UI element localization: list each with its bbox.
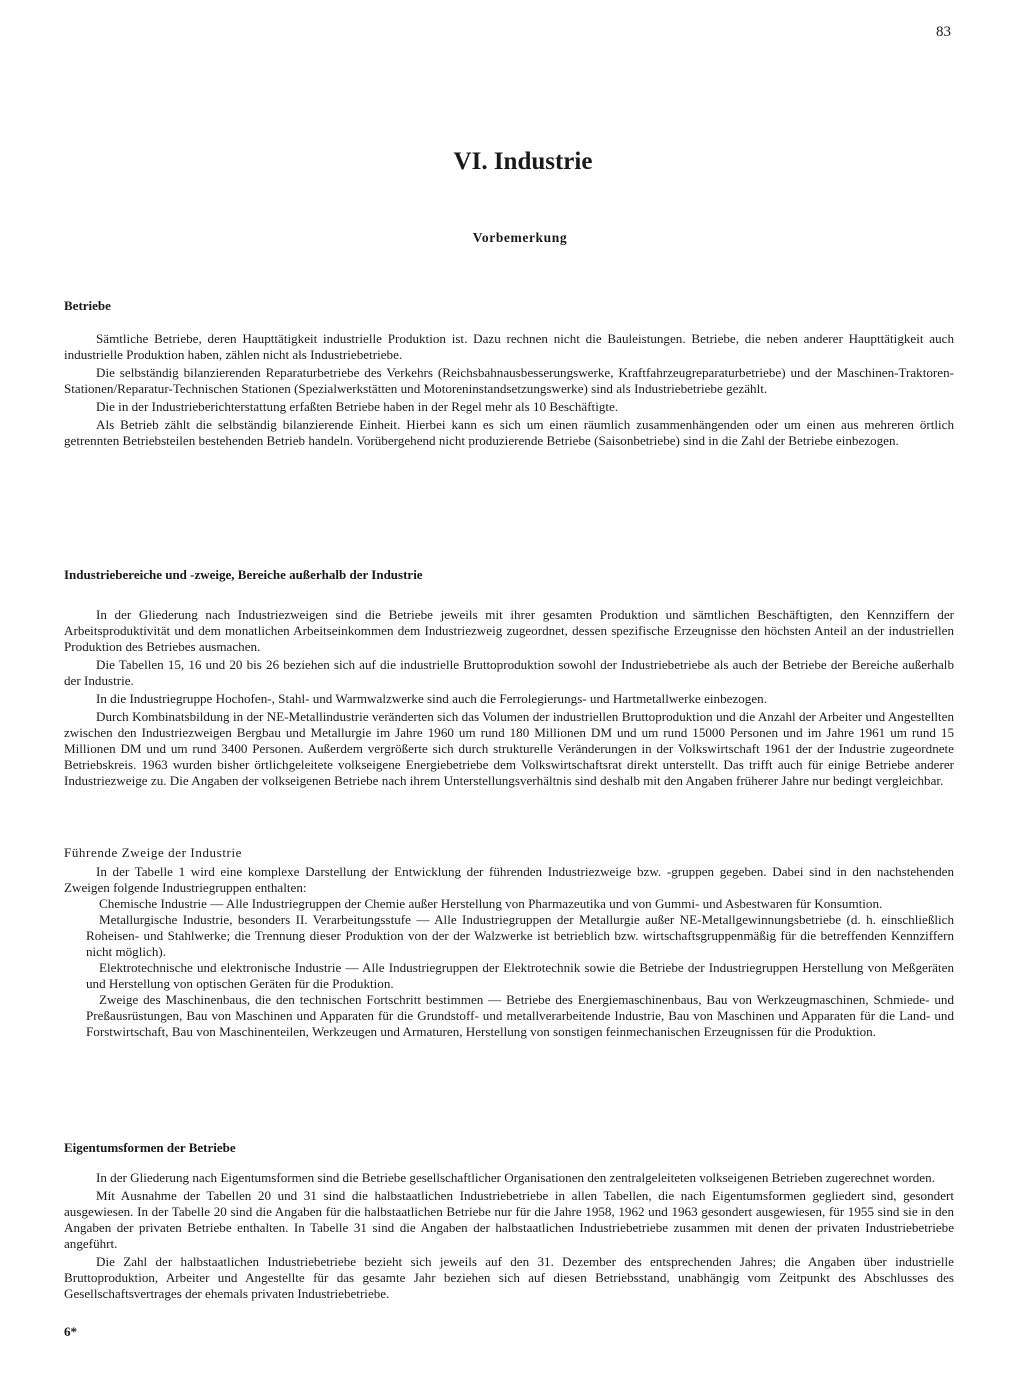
paragraph: Als Betrieb zählt die selbständig bilanzierende Einheit. Hierbei kann es sich um einen räumlich zusammenhängenden oder um einen aus mehreren örtlich getrennten Betriebsteilen bestehenden Betrieb handeln. Vorübergehend nicht produzierende Betriebe (Saisonbetriebe) sind in die Zahl der Betriebe einbezogen. <box>64 417 954 448</box>
list-item: Chemische Industrie — Alle Industriegruppen der Chemie außer Herstellung von Pharmazeutika und von Gummi- und Asbestwaren für Konsumtion. <box>99 896 883 911</box>
paragraph: In der Gliederung nach Industriezweigen sind die Betriebe jeweils mit ihrer gesamten Produktion und sämtlichen Beschäftigten, den Kennziffern der Arbeitsproduktivität und dem monatlichen Arbeitseinkommen dem Industriezweig zugeordnet, dessen spezifische Erzeugnisse den höchsten Anteil an der industriellen Produktion des Betriebes ausmachen. <box>64 607 954 654</box>
paragraph: Die selbständig bilanzierenden Reparaturbetriebe des Verkehrs (Reichsbahnausbesserungswerke, Kraftfahrzeugreparaturbetriebe) und der Maschinen-Traktoren-Stationen/Reparatur-Technischen Stationen (Spezialwerkstätten und Motoreninstandsetzungswerke) sind als Industriebetriebe gezählt. <box>64 365 954 396</box>
section-heading: Industriebereiche und -zweige, Bereiche außerhalb der Industrie <box>64 567 423 582</box>
section-industriebereiche <box>64 567 954 789</box>
section-fuehrende-zweige <box>64 845 954 1040</box>
paragraph: Sämtliche Betriebe, deren Haupttätigkeit industrielle Produktion ist. Dazu rechnen nicht die Bauleistungen. Betriebe, die neben anderer Haupttätigkeit auch industrielle Produktion haben, zählen nicht als Industriebetriebe. <box>64 331 954 362</box>
list-item: Elektrotechnische und elektronische Industrie — Alle Industriegruppen der Elektrotechnik sowie die Betriebe der Industriegruppen Herstellung von Meßgeräten und Herstellung von optischen Geräten für die Produktion. <box>86 960 954 991</box>
chapter-title: VI. Industrie <box>453 148 593 175</box>
subtitle: Vorbemerkung <box>472 230 568 245</box>
section-betriebe <box>64 298 954 449</box>
paragraph: In der Tabelle 1 wird eine komplexe Darstellung der Entwicklung der führenden Industriezweige bzw. -gruppen gegeben. Dabei sind in den nachstehenden Zweigen folgende Industriegruppen enthalten: <box>64 864 954 895</box>
section-heading: Eigentumsformen der Betriebe <box>64 1140 236 1155</box>
section-heading: Führende Zweige der Industrie <box>64 845 243 860</box>
paragraph: Die Zahl der halbstaatlichen Industriebetriebe bezieht sich jeweils auf den 31. Dezember des entsprechenden Jahres; die Angaben über industrielle Bruttoproduktion, Arbeiter und Angestellte für das gesamte Jahr beziehen sich auf diesen Betriebsstand, unabhängig vom Zeitpunkt des Abschlusses des Gesellschaftsvertrages der ehemals privaten Industriebetriebe. <box>64 1254 954 1301</box>
list-item: Metallurgische Industrie, besonders II. Verarbeitungsstufe — Alle Industriegruppen der Metallurgie außer NE-Metallgewinnungsbetriebe (d. h. einschließlich Roheisen- und Stahlwerke; die Trennung dieser Produktion von der der Walzwerke ist betrieblich bzw. wirtschaftsgruppenmäßig für die betreffenden Kennziffern nicht möglich). <box>86 912 954 959</box>
paragraph: Die Tabellen 15, 16 und 20 bis 26 beziehen sich auf die industrielle Bruttoproduktion sowohl der Industriebetriebe als auch der Betriebe der Bereiche außerhalb der Industrie. <box>64 657 954 688</box>
paragraph: Durch Kombinatsbildung in der NE-Metallindustrie veränderten sich das Volumen der industriellen Bruttoproduktion und die Anzahl der Arbeiter und Angestellten zwischen den Industriezweigen Bergbau und Metallurgie im Jahre 1960 um rund 180 Millionen DM und um rund 15000 Personen und im Jahre 1961 um rund 15 Millionen DM und um rund 3400 Personen. Außerdem vergrößerte sich durch strukturelle Veränderungen in der Volkswirtschaft 1961 der der Industrie zugeordnete Betriebskreis. 1963 wurden bisher örtlichgeleitete volkseigene Energiebetriebe dem Volkswirtschaftsrat direkt unterstellt. Das trifft auch für einige Betriebe anderer Industriezweige zu. Die Angaben der volkseigenen Betriebe nach ihrem Unterstellungsverhältnis sind deshalb mit den Angaben früherer Jahre nur bedingt vergleichbar. <box>64 709 954 788</box>
signature-mark: 6* <box>64 1324 77 1339</box>
paragraph: In die Industriegruppe Hochofen-, Stahl- und Warmwalzwerke sind auch die Ferrolegierungs- und Hartmetallwerke einbezogen. <box>96 691 767 706</box>
paragraph: Die in der Industrieberichterstattung erfaßten Betriebe haben in der Regel mehr als 10 Beschäftigte. <box>96 399 619 414</box>
page-number: 83 <box>936 24 951 40</box>
list-item: Zweige des Maschinenbaus, die den technischen Fortschritt bestimmen — Betriebe des Energiemaschinenbaus, Bau von Werkzeugmaschinen, Schmiede- und Preßausrüstungen, Bau von Maschinen und Apparaten für die Grundstoff- und metallverarbeitende Industrie, Bau von Maschinen und Apparaten für die Land- und Forstwirtschaft, Bau von Maschinenteilen, Werkzeugen und Armaturen, Herstellung von sonstigen feinmechanischen Erzeugnissen für die Produktion. <box>86 992 954 1039</box>
paragraph: In der Gliederung nach Eigentumsformen sind die Betriebe gesellschaftlicher Organisationen den zentralgeleiteten volkseigenen Betrieben zugerechnet worden. <box>96 1170 935 1185</box>
section-eigentumsformen <box>64 1140 954 1302</box>
section-heading: Betriebe <box>64 298 111 313</box>
paragraph: Mit Ausnahme der Tabellen 20 und 31 sind die halbstaatlichen Industriebetriebe in allen Tabellen, die nach Eigentumsformen gegliedert sind, gesondert ausgewiesen. In der Tabelle 20 sind die Angaben für die halbstaatlichen Betriebe nur für die Jahre 1958, 1962 und 1963 gesondert ausgewiesen, für 1955 sind sie in den Angaben der privaten Betriebe enthalten. In Tabelle 31 sind die Angaben der halbstaatlichen Industriebetriebe zusammen mit denen der privaten Industriebetriebe angeführt. <box>64 1188 954 1251</box>
